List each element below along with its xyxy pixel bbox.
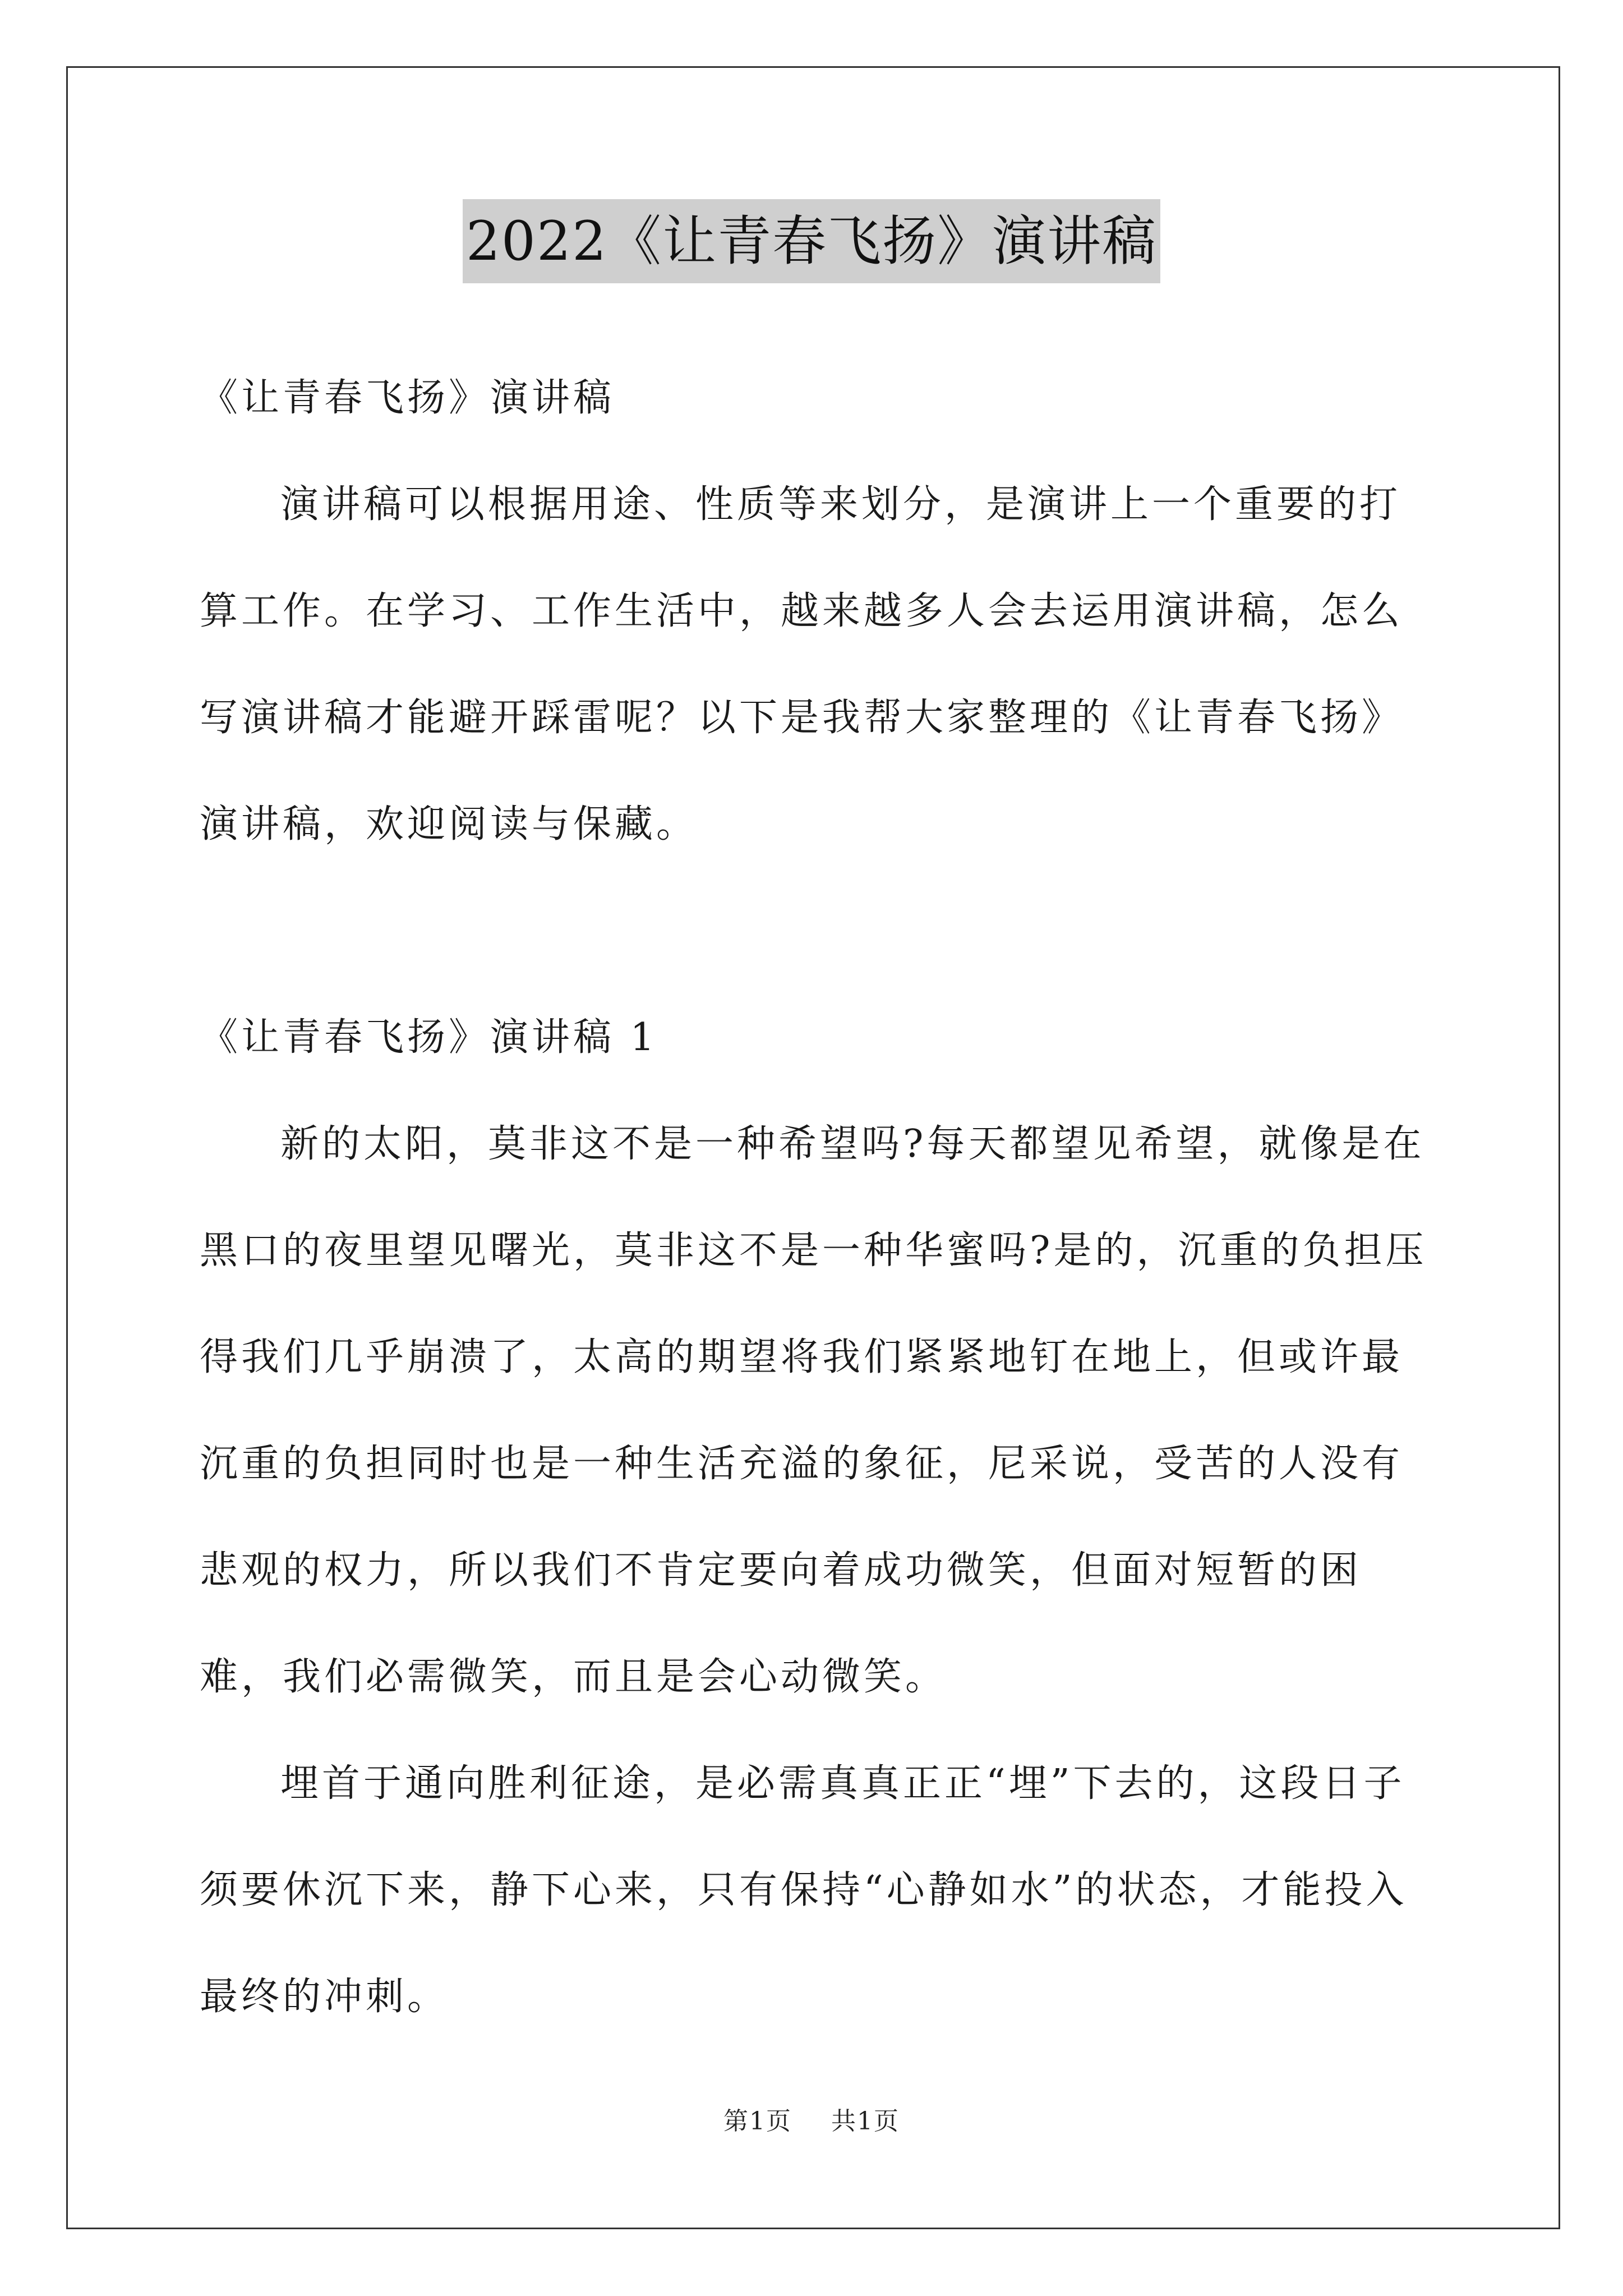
page-footer — [0, 2101, 1623, 2137]
document-title: 2022《让青春飞扬》演讲稿 — [463, 199, 1160, 283]
page-number: 第1页 — [723, 2107, 792, 2136]
section-heading: 《让青春飞扬》演讲稿 1 — [200, 1015, 658, 1060]
page-total: 共1页 — [831, 2107, 900, 2136]
intro-paragraph: 演讲稿可以根据用途、性质等来划分，是演讲上一个重要的打算工作。在学习、工作生活中，越来越多人会去运用演讲稿，怎么写演讲稿才能避开踩雷呢？以下是我帮大家整理的《让青春飞扬》演讲稿，欢迎阅读与保藏。 — [200, 482, 1404, 846]
document-body — [200, 345, 1433, 2050]
document-subtitle: 《让青春飞扬》演讲稿 — [200, 376, 615, 420]
body-paragraph: 埋首于通向胜利征途，是必需真真正正“埋”下去的，这段日子须要休沉下来，静下心来，只有保持“心静如水”的状态，才能投入最终的冲刺。 — [200, 1761, 1408, 2019]
body-paragraph: 新的太阳，莫非这不是一种希望吗?每天都望见希望，就像是在黑口的夜里望见曙光，莫非这不是一种华蜜吗?是的，沉重的负担压得我们几乎崩溃了，太高的期望将我们紧紧地钉在地上，但或许最沉重的负担同时也是一种生活充溢的象征，尼采说，受苦的人没有悲观的权力，所以我们不肯定要向着成功微笑，但面对短暂的困难，我们必需微笑，而且是会心动微笑。 — [200, 1122, 1427, 1699]
title-container — [0, 199, 1623, 283]
